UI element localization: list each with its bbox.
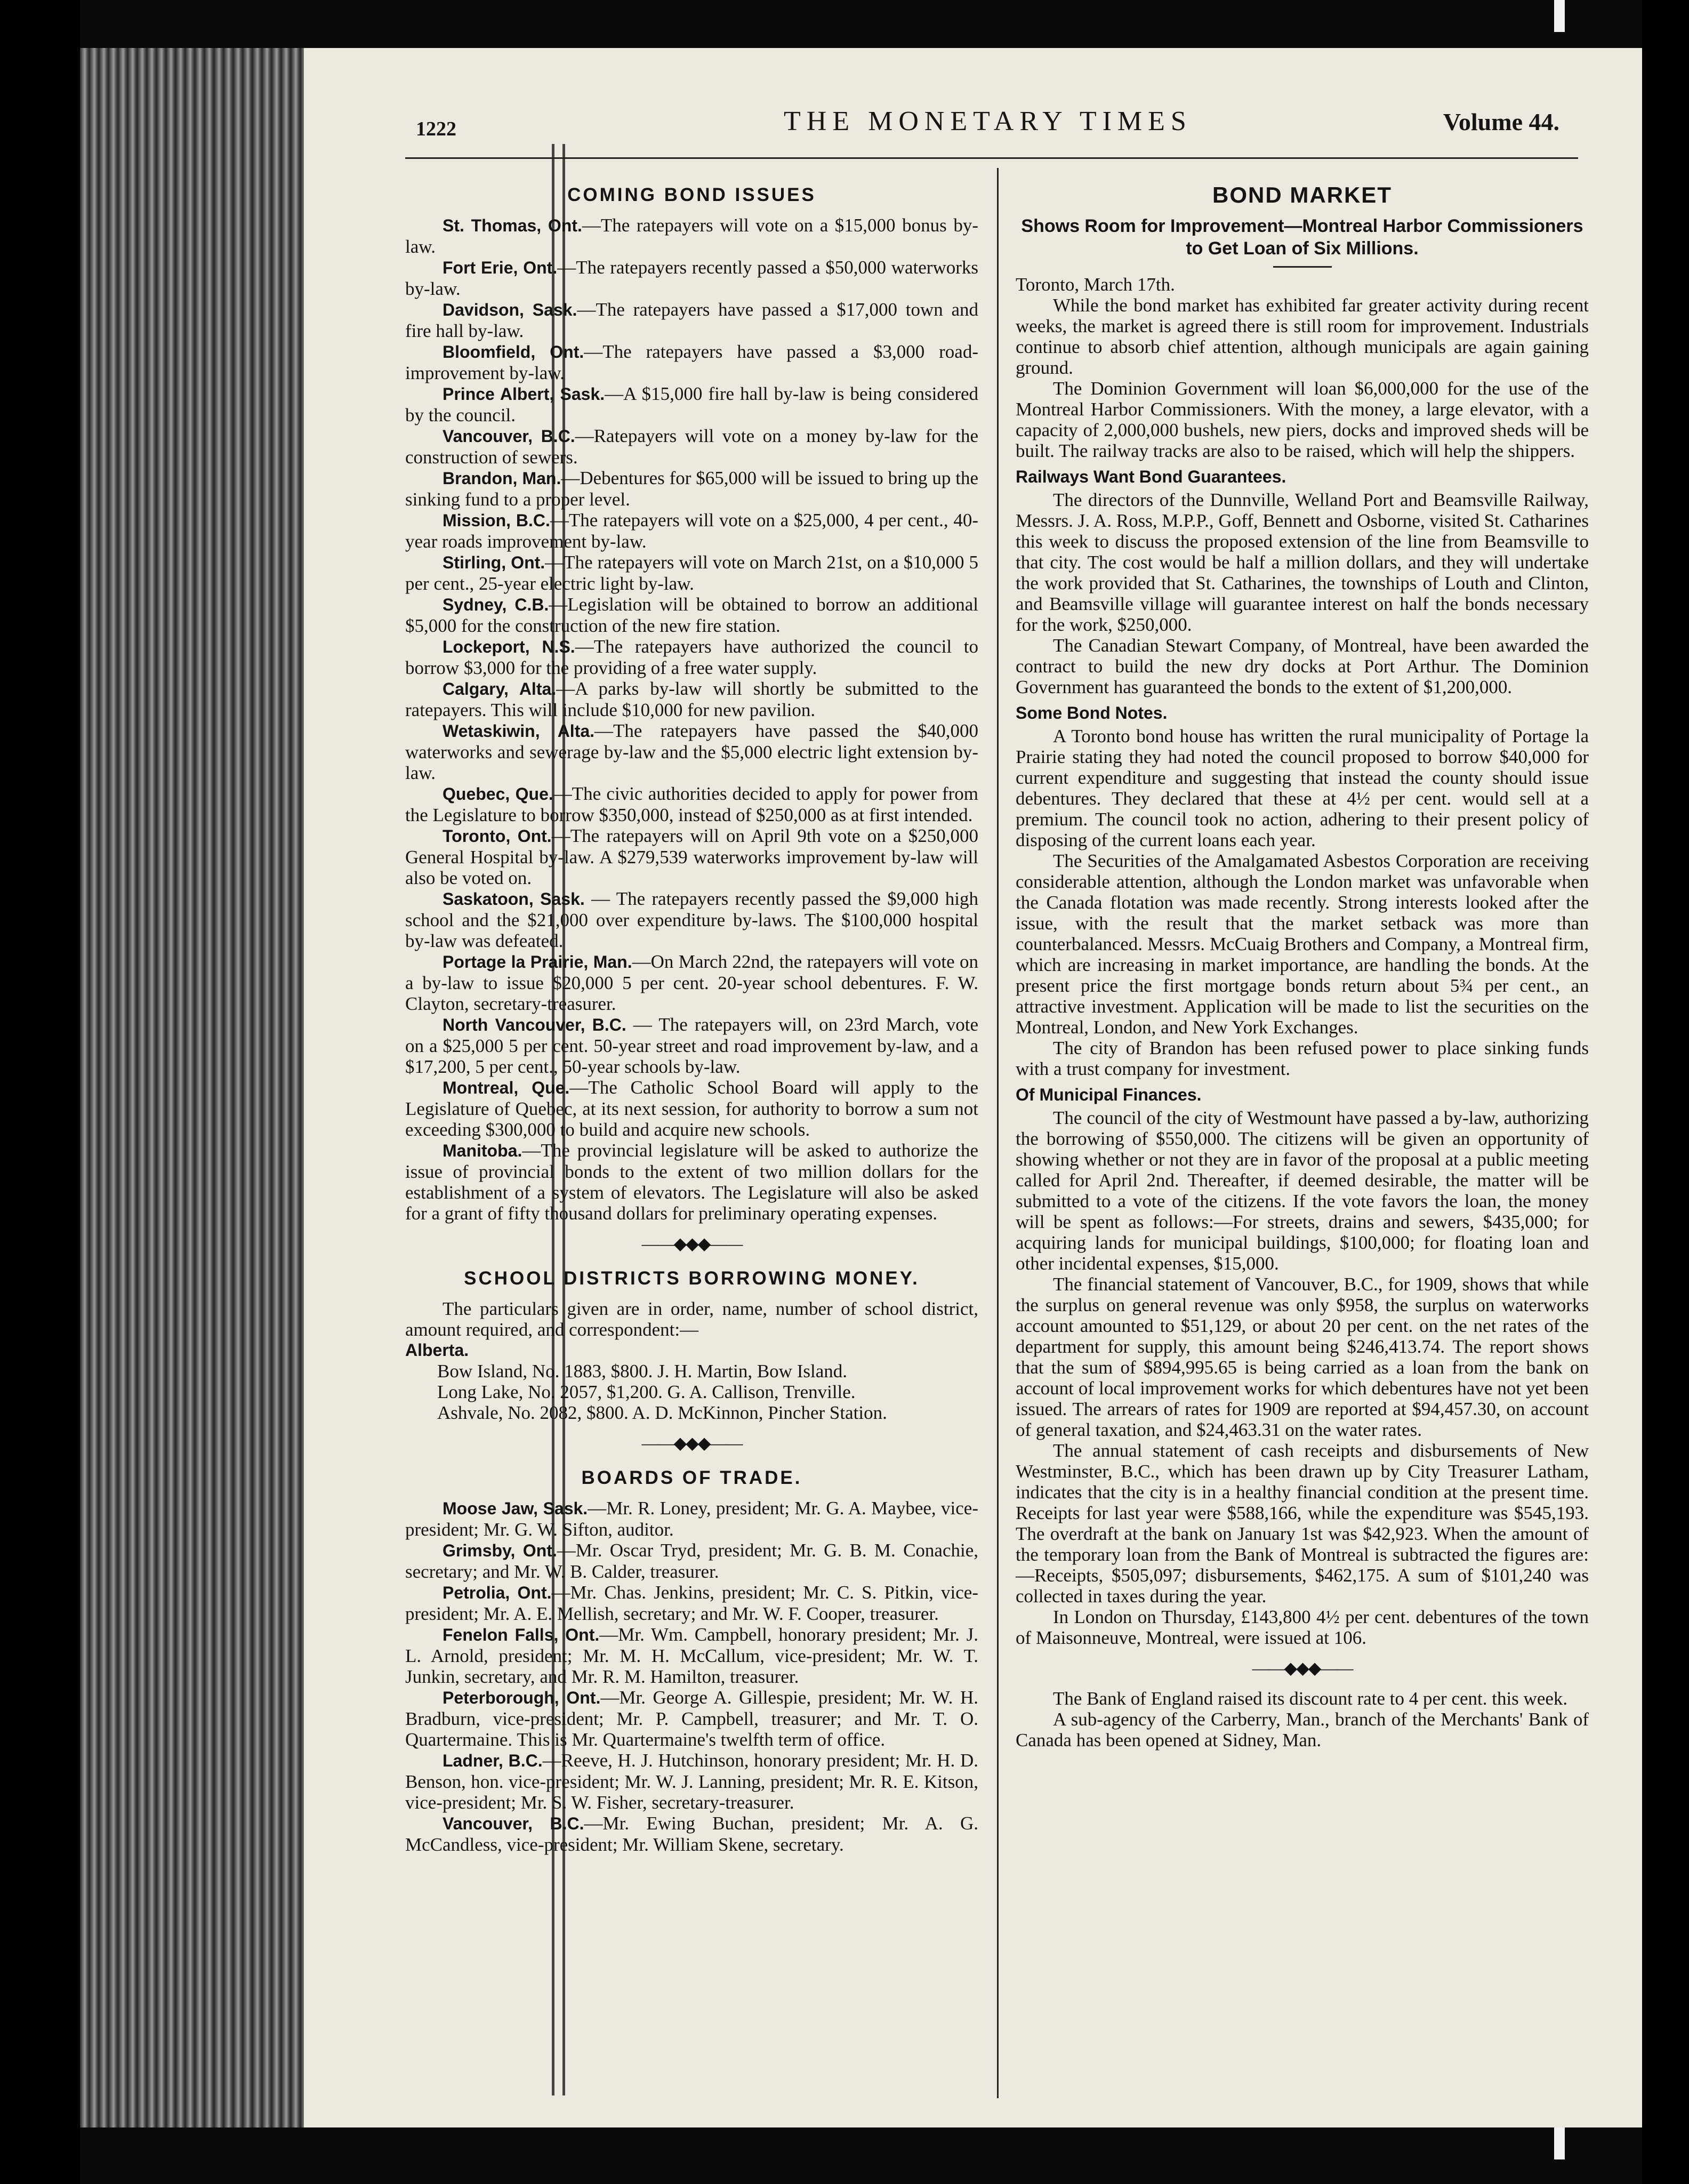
- bond-issue-item: [405, 299, 978, 341]
- left-column: [405, 171, 978, 1855]
- bond-issue-item: [405, 215, 978, 257]
- bond-issue-item: [405, 341, 978, 383]
- bond-issue-item-place: Sydney, C.B.: [443, 595, 549, 614]
- section-heading-coming-bond-issues: COMING BOND ISSUES: [567, 184, 816, 205]
- bond-issue-item-place: Quebec, Que.: [443, 784, 553, 804]
- board-of-trade-item-place: Peterborough, Ont.: [443, 1688, 601, 1707]
- bond-issue-item-text: —The ratepayers have passed a $17,000 town and fire hall by-law.: [405, 299, 978, 341]
- bond-issue-item-text: — The ratepayers will, on 23rd March, vote on a $25,000 5 per cent. 50-year street and road improvement by-law, and a $17,200, 5 per cent., 50-year schools by-law.: [405, 1014, 978, 1077]
- bond-issue-item-place: Bloomfield, Ont.: [443, 342, 584, 362]
- bond-issue-item: [405, 1140, 978, 1224]
- bond-issue-item-place: Fort Erie, Ont.: [443, 258, 558, 277]
- bond-issue-item-place: St. Thomas, Ont.: [443, 216, 582, 235]
- bond-issue-item-place: Stirling, Ont.: [443, 553, 545, 572]
- bond-issue-item-place: Lockeport, N.S.: [443, 637, 575, 656]
- headline-rule: [1273, 266, 1332, 268]
- board-of-trade-item-text: —Mr. Oscar Tryd, president; Mr. G. B. M. Conachie, secretary; and Mr. W. B. Calder, treasurer.: [405, 1540, 979, 1582]
- bond-issue-item-text: — The ratepayers recently passed the $9,000 high school and the $21,000 over expenditure by-laws. The $100,000 hospital by-law was defeated.: [405, 888, 979, 951]
- board-of-trade-item: [405, 1750, 978, 1813]
- article-paragraph: The council of the city of Westmount have passed a by-law, authorizing the borrowing of $550,000. The citizens will be given an opportunity of showing whether or not they are in favor of the proposal at a public meeting called for April 2nd. Thereafter, if deemed desirable, the matter will be submitted to a vote of the citizens. If the vote favors the loan, the money will be spent as follows:—For streets, drains and sewers, $435,000; for acquiring lands for municipal buildings, $100,000; for floating loan and other incidental expenses, $15,000.: [1016, 1107, 1589, 1274]
- bond-issue-item-text: —The ratepayers have passed the $40,000 waterworks and sewerage by-law and the $5,000 electric light extension by-law.: [405, 720, 978, 783]
- section-ornament: ——◆◆◆——: [641, 1234, 742, 1253]
- board-of-trade-item-place: Grimsby, Ont.: [443, 1541, 557, 1560]
- bond-issue-item-place: Wetaskiwin, Alta.: [443, 721, 595, 741]
- bond-issue-item-place: Saskatoon, Sask.: [443, 889, 585, 909]
- bond-issue-item: [405, 1014, 978, 1077]
- scan-marker-bottom: [1554, 2127, 1565, 2159]
- board-of-trade-item: [405, 1687, 978, 1750]
- article-paragraph: The Securities of the Amalgamated Asbestos Corporation are receiving considerable attention, although the London market was unfavorable when the Canada flotation was made recently. Strong interests looked after the issue, with the result that the market setback was more than counterbalanced. Messrs. McCuaig Brothers and Company, a Montreal firm, which are increasing in market importance, are handling the bonds. At the present price the first mortgage bonds return about 5¾ per cent., an attractive investment. Application will be made to list the securities on the Montreal, London, and New York Exchanges.: [1016, 850, 1589, 1038]
- bond-issue-item-text: —The provincial legislature will be asked to authorize the issue of provincial bonds to the extent of two million dollars for the establishment of a system of elevators. The Legislature will also be asked for a grant of fifty thousand dollars for preliminary operating expenses.: [405, 1140, 978, 1224]
- bond-issue-item-place: Brandon, Man.: [443, 469, 561, 488]
- bond-issue-item: [405, 468, 978, 510]
- bond-issue-item: [405, 1077, 978, 1140]
- bond-issue-item-place: Vancouver, B.C.: [443, 427, 575, 446]
- board-of-trade-item: [405, 1813, 978, 1855]
- bond-issue-item-text: —The ratepayers will on April 9th vote on a $250,000 General Hospital by-law. A $279,539 waterworks improvement by-law will also be voted on.: [405, 825, 979, 888]
- header-rule: [405, 157, 1578, 159]
- board-of-trade-item-place: Moose Jaw, Sask.: [443, 1499, 588, 1518]
- bond-issue-item-place: Davidson, Sask.: [443, 300, 577, 319]
- newspaper-page: [304, 48, 1642, 2127]
- closing-paragraph: A sub-agency of the Carberry, Man., branch of the Merchants' Bank of Canada has been opened at Sidney, Man.: [1016, 1709, 1589, 1751]
- bond-issue-item-place: Calgary, Alta.: [443, 679, 557, 698]
- section-heading-boards-of-trade: BOARDS OF TRADE.: [581, 1467, 802, 1488]
- board-of-trade-item-text: —Mr. Wm. Campbell, honorary president; Mr. J. L. Arnold, president; Mr. M. H. McCallum, vice-president; Mr. W. T. Junkin, secretary, and Mr. R. M. Hamilton, treasurer.: [405, 1624, 978, 1687]
- board-of-trade-item-text: —Mr. George A. Gillespie, president; Mr. W. H. Bradburn, vice-president; Mr. P. Campbell, treasurer; and Mr. T. O. Quartermaine. This is Mr. Quartermaine's twelfth term of office.: [405, 1687, 979, 1750]
- section-ornament: ——◆◆◆——: [1252, 1658, 1353, 1677]
- board-of-trade-item: [405, 1498, 978, 1540]
- board-of-trade-item-text: —Reeve, H. J. Hutchinson, honorary president; Mr. H. D. Benson, hon. vice-president; Mr. W. J. Lanning, president; Mr. R. E. Kitson, vice-president; Mr. S. W. Fisher, secretary-treasurer.: [405, 1750, 979, 1813]
- bond-issue-item-text: —Ratepayers will vote on a money by-law for the construction of sewers.: [405, 425, 979, 468]
- province-label: Alberta.: [405, 1340, 469, 1360]
- bond-issue-item-text: —The ratepayers will vote on March 21st, on a $10,000 5 per cent., 25-year electric light by-law.: [405, 552, 979, 594]
- bond-issue-item: [405, 951, 978, 1014]
- bond-issue-item-place: Manitoba.: [443, 1141, 522, 1160]
- bond-issue-item: [405, 888, 978, 951]
- school-district-entry: Bow Island, No. 1883, $800. J. H. Martin, Bow Island.: [437, 1361, 847, 1382]
- article-paragraph: The city of Brandon has been refused power to place sinking funds with a trust company for investment.: [1016, 1038, 1589, 1079]
- subheading-municipal-finances: Of Municipal Finances.: [1016, 1085, 1202, 1104]
- coming-bond-issues-list: [405, 215, 978, 1224]
- bond-issue-item-place: Montreal, Que.: [443, 1078, 570, 1097]
- board-of-trade-item-place: Vancouver, B.C.: [443, 1814, 584, 1833]
- board-of-trade-item-place: Fenelon Falls, Ont.: [443, 1625, 600, 1644]
- subheading-railways: Railways Want Bond Guarantees.: [1016, 467, 1286, 486]
- article-paragraph: A Toronto bond house has written the rural municipality of Portage la Prairie stating they had noted the council proposed to borrow $40,000 for current expenditure and suggesting that instead the county should issue debentures. They declared that these at 4½ per cent. would sell at a premium. The council took no action, adhering to their present policy of disposing of the current loans each year.: [1016, 726, 1589, 850]
- article-paragraph: The annual statement of cash receipts and disbursements of New Westminster, B.C., which has been drawn up by City Treasurer Latham, indicates that the city is in a healthy financial condition at the present time. Receipts for last year were $588,166, while the expenditure was $545,193. The overdraft at the bank on January 1st was $42,923. When the amount of the temporary loan from the Bank of Montreal is subtracted the figures are:—Receipts, $505,097; disbursements, $462,175. A sum of $101,240 was collected in taxes during the year.: [1016, 1440, 1589, 1607]
- closing-paragraph: The Bank of England raised its discount rate to 4 per cent. this week.: [1053, 1688, 1568, 1709]
- bond-issue-item-place: Mission, B.C.: [443, 511, 550, 530]
- bond-issue-item-text: —A $15,000 fire hall by-law is being considered by the council.: [405, 383, 979, 425]
- article-paragraph: While the bond market has exhibited far greater activity during recent weeks, the market is agreed there is still room for improvement. Industrials continue to absorb chief attention, although municipals are again gaining ground.: [1016, 295, 1589, 378]
- board-of-trade-item-place: Petrolia, Ont.: [443, 1583, 552, 1602]
- school-districts-intro: The particulars given are in order, name, number of school district, amount required, and correspondent:—: [405, 1298, 978, 1340]
- bond-issue-item-text: —The ratepayers recently passed a $50,000 waterworks by-law.: [405, 257, 978, 299]
- bond-issue-item: [405, 425, 978, 468]
- bond-issue-item-place: North Vancouver, B.C.: [443, 1015, 626, 1034]
- board-of-trade-item-text: —Mr. R. Loney, president; Mr. G. A. Maybee, vice-president; Mr. G. W. Sifton, auditor.: [405, 1498, 978, 1540]
- article-paragraph: The Dominion Government will loan $6,000,000 for the use of the Montreal Harbor Commissioners. With the money, a large elevator, with a capacity of 2,000,000 bushels, new piers, docks and improved sheds will be built. The railway tracks are also to be raised, which will help the shippers.: [1016, 378, 1589, 461]
- page-stack-edges: [80, 48, 304, 2127]
- school-district-entry: Long Lake, No. 2057, $1,200. G. A. Callison, Trenville.: [437, 1382, 856, 1402]
- bond-issue-item: [405, 510, 978, 552]
- bond-issue-item: [405, 383, 978, 425]
- bond-issue-item: [405, 678, 978, 720]
- bond-issue-item-place: Toronto, Ont.: [443, 826, 552, 846]
- article-paragraph: The Canadian Stewart Company, of Montreal, have been awarded the contract to build the new dry docks at Port Arthur. The Dominion Government has guaranteed the bonds to the extent of $1,200,000.: [1016, 635, 1589, 697]
- bond-issue-item: [405, 636, 978, 678]
- section-heading-bond-market: BOND MARKET: [1212, 182, 1392, 207]
- scan-border-right: [1642, 0, 1689, 2184]
- dateline: Toronto, March 17th.: [1016, 274, 1175, 295]
- subheading-bond-notes: Some Bond Notes.: [1016, 703, 1168, 722]
- board-of-trade-item: [405, 1582, 978, 1624]
- bond-market-headline: Shows Room for Improvement—Montreal Harbor Commissioners to Get Loan of Six Millions.: [1021, 216, 1583, 259]
- scan-marker-top: [1554, 0, 1565, 32]
- bond-issue-item-text: —The ratepayers have passed a $3,000 road-improvement by-law.: [405, 341, 979, 383]
- bond-issue-item: [405, 594, 978, 636]
- board-of-trade-item-text: —Mr. Ewing Buchan, president; Mr. A. G. McCandless, vice-president; Mr. William Skene, secretary.: [405, 1813, 978, 1855]
- board-of-trade-item-text: —Mr. Chas. Jenkins, president; Mr. C. S. Pitkin, vice-president; Mr. A. E. Mellish, secretary; and Mr. W. F. Cooper, treasurer.: [405, 1582, 978, 1624]
- section-heading-school-districts: SCHOOL DISTRICTS BORROWING MONEY.: [464, 1268, 920, 1289]
- article-paragraph: In London on Thursday, £143,800 4½ per cent. debentures of the town of Maisonneuve, Montreal, were issued at 106.: [1016, 1607, 1589, 1648]
- bond-issue-item-text: —The civic authorities decided to apply for power from the Legislature to borrow $350,000, instead of $250,000 as at first intended.: [405, 783, 979, 825]
- bond-issue-item-text: —Debentures for $65,000 will be issued to bring up the sinking fund to a proper level.: [405, 468, 978, 510]
- bond-issue-item-text: —The ratepayers will vote on a $15,000 bonus by-law.: [405, 215, 978, 257]
- board-of-trade-item-place: Ladner, B.C.: [443, 1751, 543, 1770]
- bond-issue-item-text: —The Catholic School Board will apply to the Legislature of Quebec, at its next session, for authority to borrow a sum not exceeding $300,000 to build and acquire new schools.: [405, 1077, 979, 1140]
- bond-issue-item: [405, 825, 978, 888]
- bond-issue-item: [405, 783, 978, 825]
- scan-border-left: [0, 0, 80, 2184]
- bond-issue-item-place: Portage la Prairie, Man.: [443, 952, 632, 971]
- bond-issue-item-text: —On March 22nd, the ratepayers will vote on a by-law to issue $20,000 5 per cent. 20-year school debentures. F. W. Clayton, secretary-treasurer.: [405, 951, 978, 1014]
- school-district-entry: Ashvale, No. 2082, $800. A. D. McKinnon, Pincher Station.: [437, 1402, 887, 1423]
- column-divider: [997, 168, 999, 2098]
- boards-of-trade-list: [405, 1498, 978, 1855]
- bond-issue-item-text: —The ratepayers will vote on a $25,000, 4 per cent., 40-year roads improvement by-law.: [405, 510, 978, 552]
- right-column: [1016, 171, 1589, 1751]
- publication-title: THE MONETARY TIMES: [784, 106, 1192, 136]
- article-paragraph: The directors of the Dunnville, Welland Port and Beamsville Railway, Messrs. J. A. Ross, M.P.P., Goff, Bennett and Osborne, visited St. Catharines this week to discuss the proposed extension of the line from Beamsville to that city. The cost would be half a million dollars, and they will undertake the work provided that St. Catharines, the townships of Louth and Clinton, and Beamsville village will guarantee interest on half the bonds necessary for the work, $250,000.: [1016, 489, 1589, 635]
- section-ornament: ——◆◆◆——: [641, 1433, 742, 1452]
- article-paragraph: The financial statement of Vancouver, B.C., for 1909, shows that while the surplus on general revenue was only $958, the surplus on waterworks account amounted to $51,129, or about 20 per cent. on the net rates of the department for supply, this amount being $246,413.74. The report shows that the sum of $894,995.65 is being carried as a loan from the bank on account of local improvement works for which debentures have not yet been issued. The arrears of rates for 1909 are reported at $94,457.30, on account of general taxation, and $24,463.31 on the water rates.: [1016, 1274, 1589, 1440]
- volume-label: Volume 44.: [1443, 108, 1559, 135]
- bond-issue-item: [405, 552, 978, 594]
- bond-issue-item-place: Prince Albert, Sask.: [443, 384, 605, 404]
- board-of-trade-item: [405, 1624, 978, 1687]
- bond-issue-item: [405, 720, 978, 783]
- bond-issue-item-text: —A parks by-law will shortly be submitted to the ratepayers. This will include $10,000 for new pavilion.: [405, 678, 978, 720]
- bond-issue-item: [405, 257, 978, 299]
- board-of-trade-item: [405, 1540, 978, 1582]
- page-number: 1222: [416, 118, 456, 140]
- bond-issue-item-text: —The ratepayers have authorized the council to borrow $3,000 for the providing of a free water supply.: [405, 636, 978, 678]
- bond-issue-item-text: —Legislation will be obtained to borrow an additional $5,000 for the construction of the new fire station.: [405, 594, 978, 636]
